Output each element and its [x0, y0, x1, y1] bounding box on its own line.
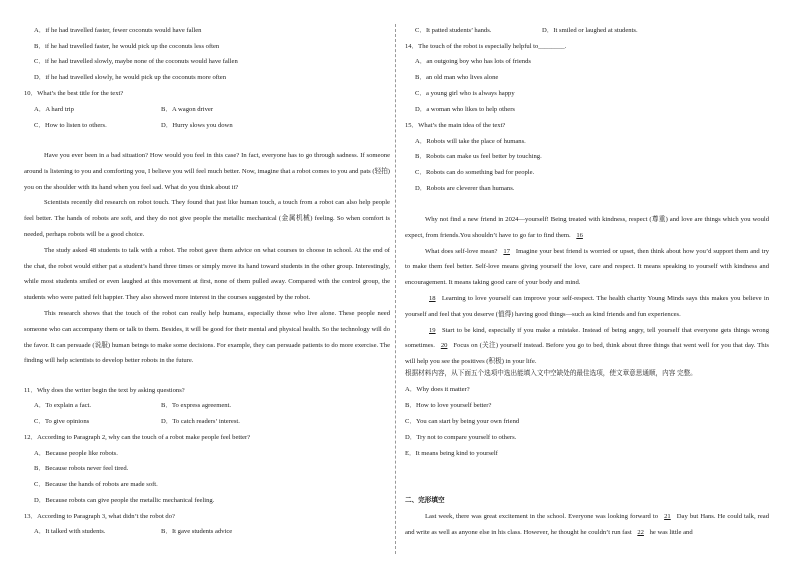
q9-option-a: A．if he had travelled faster, fewer coconuts would have fallen — [34, 27, 202, 34]
cloze-text-3: he was little and — [649, 528, 693, 536]
q13-option-a: A．It talked with students. — [34, 528, 106, 535]
q11-option-c: C．To give opinions — [34, 418, 90, 425]
q9-option-d: D．if he had travelled slowly, he would pick up the coconuts more often — [34, 74, 227, 81]
self-love-passage — [405, 212, 769, 370]
q14-option-a: A．an outgoing boy who has lots of friends — [415, 58, 531, 65]
self-love-text-4b: Focus on (关注) yourself instead. Before you go to bed, think about three things that went well for you that day. This will help you see the positives (积极) in your life. — [405, 342, 769, 366]
choice-a: A．Why does it matter? — [405, 386, 470, 393]
q13-stem: 13．According to Paragraph 3, what didn’t the robot do? — [24, 513, 175, 520]
q12-option-b: B．Because robots never feel tired. — [34, 465, 129, 472]
self-love-paragraph-1 — [405, 212, 769, 244]
cloze-passage — [405, 509, 769, 541]
q12-option-d: D．Because robots can give people the metallic mechanical feeling. — [34, 497, 215, 504]
robot-passage — [24, 148, 390, 369]
choice-b: B．How to love yourself better? — [405, 402, 492, 409]
self-love-text-1: Why not find a new friend in 2024—yourself! Being treated with kindness, respect (尊重) and love are things which you would expect, from friends.You shouldn’t have to go far to find them. — [405, 216, 769, 239]
q12-option-a: A．Because people like robots. — [34, 450, 118, 457]
q13-option-b: B．It gave students advice — [161, 528, 233, 535]
blank-19[interactable]: 19 — [429, 326, 436, 334]
q10-option-b: B．A wagon driver — [161, 106, 214, 113]
q11-stem: 11．Why does the writer begin the text by asking questions? — [24, 387, 185, 394]
self-love-paragraph-2 — [405, 244, 769, 291]
self-love-text-2a: What does self-love mean? — [425, 247, 498, 255]
blank-22[interactable]: 22 — [637, 528, 644, 536]
blank-17[interactable]: 17 — [503, 247, 510, 255]
q10-option-d: D．Hurry slows you down — [161, 122, 233, 129]
q15-option-d: D．Robots are cleverer than humans. — [415, 185, 515, 192]
left-column — [24, 0, 390, 562]
q15-stem: 15．What’s the main idea of the text? — [405, 122, 506, 129]
section-title: 二、完形填空 — [405, 497, 445, 504]
q14-stem: 14．The touch of the robot is especially helpful to________. — [405, 43, 567, 50]
q9-option-b: B．if he had travelled faster, he would pick up the coconuts less often — [34, 43, 220, 50]
self-love-text-4a: Start to be kind, especially if you make a mistake. Instead of being angry, tell yourself that everyone gets things wrong sometimes. — [405, 326, 769, 350]
q13-option-c: C．It patted students’ hands. — [415, 27, 492, 34]
passage-paragraph-2: Scientists recently did research on robot touch. They found that just like human touch, a touch from a robot can also help people feel better. The hands of robots are soft, and they do not give people the metallic mechanical (金属机械) feeling. So when comfort is needed, perhaps robots will be a good choice. — [24, 199, 390, 238]
blank-20[interactable]: 20 — [440, 342, 448, 350]
q11-option-a: A．To explain a fact. — [34, 402, 92, 409]
choice-e: E．It means being kind to yourself — [405, 450, 498, 457]
q10-stem: 10．What’s the best title for the text? — [24, 90, 124, 97]
instruction-text: 根据材料内容，从下面五个选项中选出能填入文中空缺处的最佳选项，使文章意思通顺，内容 完整。 — [405, 370, 697, 377]
right-column — [405, 0, 775, 562]
passage-paragraph-3: The study asked 48 students to talk with a robot. The robot gave them advice on what courses to choose in school. At the end of the chat, the robot would either pat a student’s hand three times or simply move its hand toward students in the other group. Interestingly, while most students smiled or even laughed at this movement at first, none of them pulled away. Compared with the control group, the students who were patted felt happier. They also showed more interest in the courses suggested by the robot. — [24, 246, 390, 302]
self-love-text-2b: Imagine your best friend is worried or upset, then think about how you’d support them and try to make them feel better. Self-love means giving yourself the love, care and respect. It means speaking to yourself with kindness and encouragement. It means taking good care of your body and mind. — [405, 247, 769, 287]
self-love-text-3: Learning to love yourself can improve your self-respect. The health charity Young Minds says this makes you believe in yourself and feel that you deserve (值得) having good things—such as kind friends and fun experiences. — [405, 294, 769, 318]
q10-option-c: C．How to listen to others. — [34, 122, 107, 129]
column-divider — [395, 24, 396, 554]
blank-16[interactable]: 16 — [576, 231, 583, 239]
passage-paragraph-1: Have you ever been in a bad situation? How would you feel in this case? In fact, everyone has to go through sadness. If someone around is listening to you and comforting you, I believe you will feel much better. Now, imagine that a robot comes to you and pats (轻拍) you on the shoulder with its hand when you feel sad. What do you think about it? — [24, 152, 390, 191]
q11-option-b: B．To express agreement. — [161, 402, 232, 409]
q15-option-c: C．Robots can do something bad for people. — [415, 169, 535, 176]
passage-paragraph-4: This research shows that the touch of the robot can really help humans, especially those who live alone. These people need someone who can accompany them or talk to them. Besides, it will be good for their mental and physical health. So the technology will do the favor. It can persuade (说服) human beings to make some decisions. For example, they can persuade patients to do more exercise. The finding will help scientists to develop better robots in the future. — [24, 309, 390, 365]
q9-option-c: C．if he had travelled slowly, maybe none of the coconuts would have fallen — [34, 58, 238, 65]
q12-option-c: C．Because the hands of robots are made soft. — [34, 481, 158, 488]
q14-option-c: C．a young girl who is always happy — [415, 90, 515, 97]
q12-stem: 12．According to Paragraph 2, why can the touch of a robot make people feel better? — [24, 434, 251, 441]
q15-option-b: B．Robots can make us feel better by touching. — [415, 153, 542, 160]
cloze-text-2: Day but Hans. He could talk, read and write as well as anyone else in his class. However, he thought he couldn’t run fast — [405, 513, 770, 536]
choice-d: D．Try not to compare yourself to others. — [405, 434, 517, 441]
q14-option-b: B．an old man who lives alone — [415, 74, 499, 81]
q13-option-d: D．It smiled or laughed at students. — [542, 27, 638, 34]
choice-c: C．You can start by being your own friend — [405, 418, 520, 425]
cloze-paragraph-1 — [405, 509, 769, 541]
q10-option-a: A．A hard trip — [34, 106, 74, 113]
q11-option-d: D．To catch readers’ interest. — [161, 418, 240, 425]
blank-18[interactable]: 18 — [429, 294, 436, 302]
cloze-text-1: Last week, there was great excitement in the school. Everyone was looking forward to — [425, 513, 659, 520]
blank-21[interactable]: 21 — [664, 513, 671, 520]
self-love-paragraph-3 — [405, 291, 769, 323]
self-love-paragraph-4 — [405, 323, 769, 370]
q15-option-a: A．Robots will take the place of humans. — [415, 138, 526, 145]
q14-option-d: D．a woman who likes to help others — [415, 106, 515, 113]
